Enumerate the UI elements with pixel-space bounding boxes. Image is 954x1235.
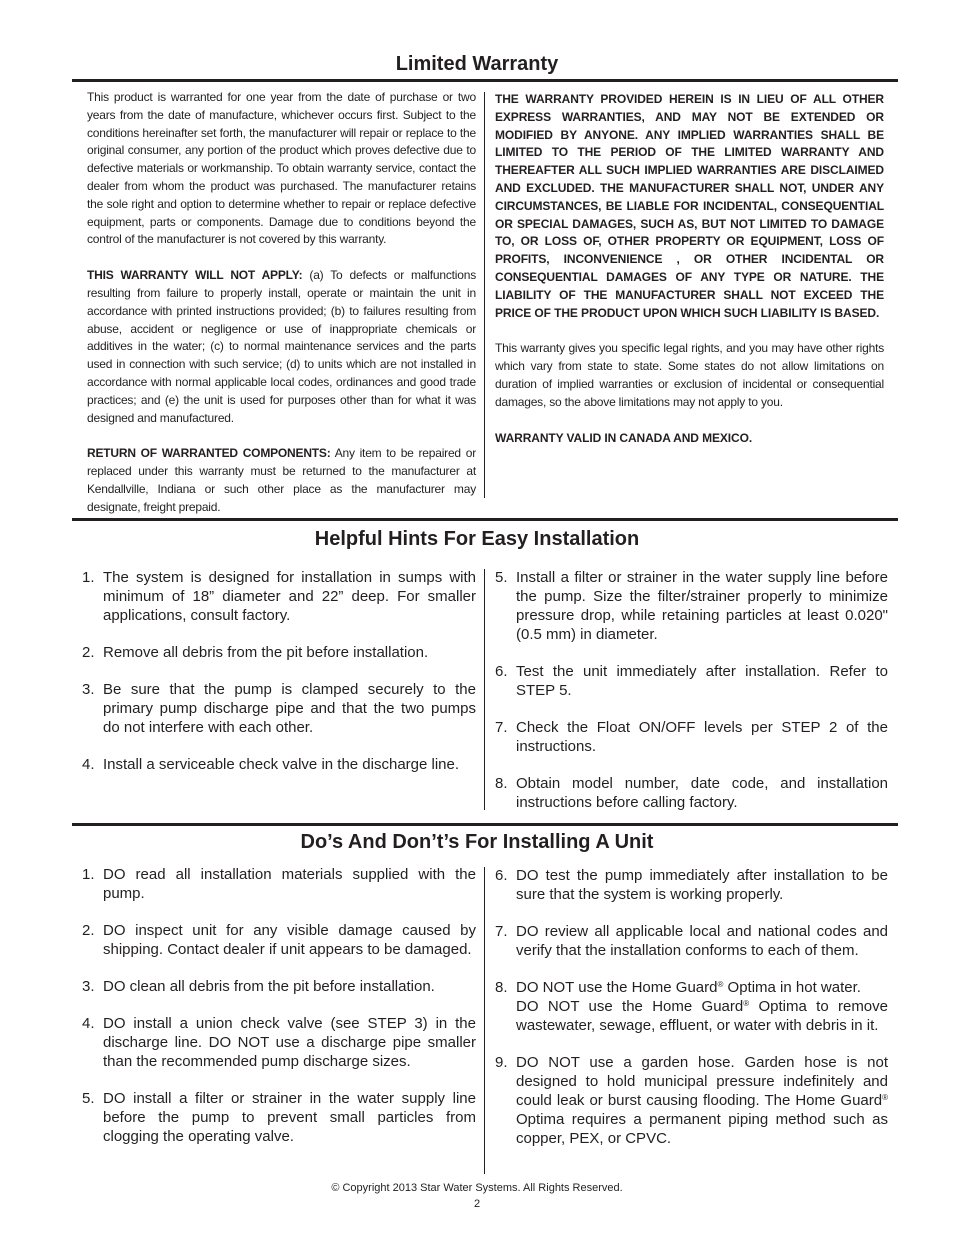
list-item: 5. DO install a filter or strainer in the water supply line before the pump to prevent small particles from clogging the operating valve. xyxy=(82,1090,476,1145)
list-item: 4. DO install a union check valve (see STEP 3) in the discharge line. DO NOT use a discharge pipe smaller than the recommended pump discharge sizes. xyxy=(82,1015,476,1070)
section-rule xyxy=(72,79,898,82)
list-item: 1. DO read all installation materials supplied with the pump. xyxy=(82,866,476,902)
list-item: 8. DO NOT use the Home Guard® Optima in hot water. DO NOT use the Home Guard® Optima to remove wastewater, sewage, effluent, or water with debris in it. xyxy=(495,979,888,1034)
warranty-disclaimer: THE WARRANTY PROVIDED HEREIN IS IN LIEU OF ALL OTHER EXPRESS WARRANTIES, AND MAY NOT BE EXTENDED OR MODIFIED BY ANYONE. ANY IMPLIED WARRANTIES SHALL BE LIMITED TO THE PERIOD OF THE LIMITED WARRANTY AND THEREAFTER ALL SUCH IMPLIED WARRANTIES ARE DISCLAIMED AND EXCLUDED. THE MANUFACTURER SHALL NOT, UNDER ANY CIRCUMSTANCES, BE LIABLE FOR INCIDENTAL, CONSEQUENTIAL OR SPECIAL DAMAGES, SUCH AS, BUT NOT LIMITED TO DAMAGE TO, OR LOSS OF, OTHER PROPERTY OR EQUIPMENT, LOSS OF PROFITS, INCONVENIENCE , OR OTHER INCIDENTAL OR CONSEQUENTIAL DAMAGES OF ANY TYPE OR NATURE. THE LIABILITY OF THE MANUFACTURER SHALL NOT EXCEED THE PRICE OF THE PRODUCT UPON WHICH SUCH LIABILITY IS BASED. xyxy=(495,92,884,320)
warranty-paragraph: This product is warranted for one year from the date of purchase or two years from the date of manufacture, whichever occurs first. Subject to the conditions hereinafter set forth, the manufacturer will repair or replace to the original consumer, any portion of the product which proves defective due to defective materials or workmanship. To obtain warranty service, contact the dealer from whom the product was purchased. The manufacturer retains the sole right and option to determine whether to repair or replace defective equipment, parts or components. Damage due to conditions beyond the control of the manufacturer is not covered by this warranty. xyxy=(87,90,476,247)
hints-right-column xyxy=(485,568,888,830)
list-item: 6. DO test the pump immediately after installation to be sure that the system is working properly. xyxy=(495,867,888,903)
column-divider xyxy=(484,92,485,498)
dos-title: Do’s And Don’t’s For Installing A Unit xyxy=(300,831,654,853)
list-item: 1. The system is designed for installation in sumps with minimum of 18” diameter and 22” deep. For smaller applications, consult factory. xyxy=(82,569,476,624)
hints-title: Helpful Hints For Easy Installation xyxy=(314,528,640,550)
list-item: 2. Remove all debris from the pit before installation. xyxy=(82,644,429,661)
list-item: 8. Obtain model number, date code, and installation instructions before calling factory. xyxy=(495,775,888,811)
section-rule xyxy=(72,518,898,521)
list-item: 3. Be sure that the pump is clamped securely to the primary pump discharge pipe and that the two pumps do not interfere with each other. xyxy=(82,681,476,736)
warranty-right-column xyxy=(495,91,884,465)
list-item: 6. Test the unit immediately after installation. Refer to STEP 5. xyxy=(495,663,888,699)
registered-mark: ® xyxy=(717,980,724,989)
exclusions-text: (a) To defects or malfunctions resulting from failure to properly install, operate or maintain the unit in accordance with printed instructions provided; (b) to failures resulting from abuse, accident or negligence or use of inappropriate chemicals or additives in the water; (c) to normal maintenance services and the parts used in connection with such service; (d) to units which are not installed in accordance with normal applicable local codes, ordinances and good trade practices; and (e) the unit is used for purposes other than for what it was designed and manufactured. xyxy=(87,268,476,425)
page-number: 2 xyxy=(473,1198,481,1210)
hints-left-column xyxy=(72,568,476,792)
registered-mark: ® xyxy=(882,1093,888,1102)
list-item: 9. DO NOT use a garden hose. Garden hose is not designed to hold municipal pressure indefinitely and could leak or burst causing flooding. The Home Guard® Optima requires a permanent piping method such as copper, PEX, or CPVC. xyxy=(495,1054,888,1147)
return-label: RETURN OF WARRANTED COMPONENTS: xyxy=(87,446,331,461)
list-item: 2. DO inspect unit for any visible damage caused by shipping. Contact dealer if unit appears to be damaged. xyxy=(82,922,476,958)
list-item: 3. DO clean all debris from the pit before installation. xyxy=(82,978,435,995)
warranty-return-paragraph xyxy=(87,445,476,516)
list-item: 7. DO review all applicable local and national codes and verify that the installation conforms to each of them. xyxy=(495,923,888,959)
list-item: 7. Check the Float ON/OFF levels per STEP 2 of the instructions. xyxy=(495,719,888,755)
dos-left-column xyxy=(72,865,476,1164)
warranty-legal-rights: This warranty gives you specific legal rights, and you may have other rights which vary from state to state. Some states do not allow limitations on duration of implied warranties or exclusion of incidental or consequential damages, so the above limitations may not apply to you. xyxy=(495,341,884,409)
copyright-notice: © Copyright 2013 Star Water Systems. All Rights Reserved. xyxy=(331,1182,623,1194)
return-text: Any item to be repaired or replaced under this warranty must be returned to the manufacturer at Kendallville, Indiana or such other place as the manufacturer may designate, freight prepaid. xyxy=(87,446,476,514)
warranty-exclusions-paragraph xyxy=(87,267,476,427)
list-item: 5. Install a filter or strainer in the water supply line before the pump. Size the filter/strainer properly to minimize pressure drop, while retaining particles at least 0.020" (0.5 mm) in diameter. xyxy=(495,569,888,643)
exclusions-label: THIS WARRANTY WILL NOT APPLY: xyxy=(87,268,303,283)
section-rule xyxy=(72,823,898,826)
registered-mark: ® xyxy=(743,999,750,1008)
warranty-validity: WARRANTY VALID IN CANADA AND MEXICO. xyxy=(495,430,753,445)
list-item: 4. Install a serviceable check valve in the discharge line. xyxy=(82,756,460,773)
warranty-left-column xyxy=(87,89,476,535)
warranty-title: Limited Warranty xyxy=(395,53,559,75)
dos-right-column xyxy=(485,866,888,1166)
